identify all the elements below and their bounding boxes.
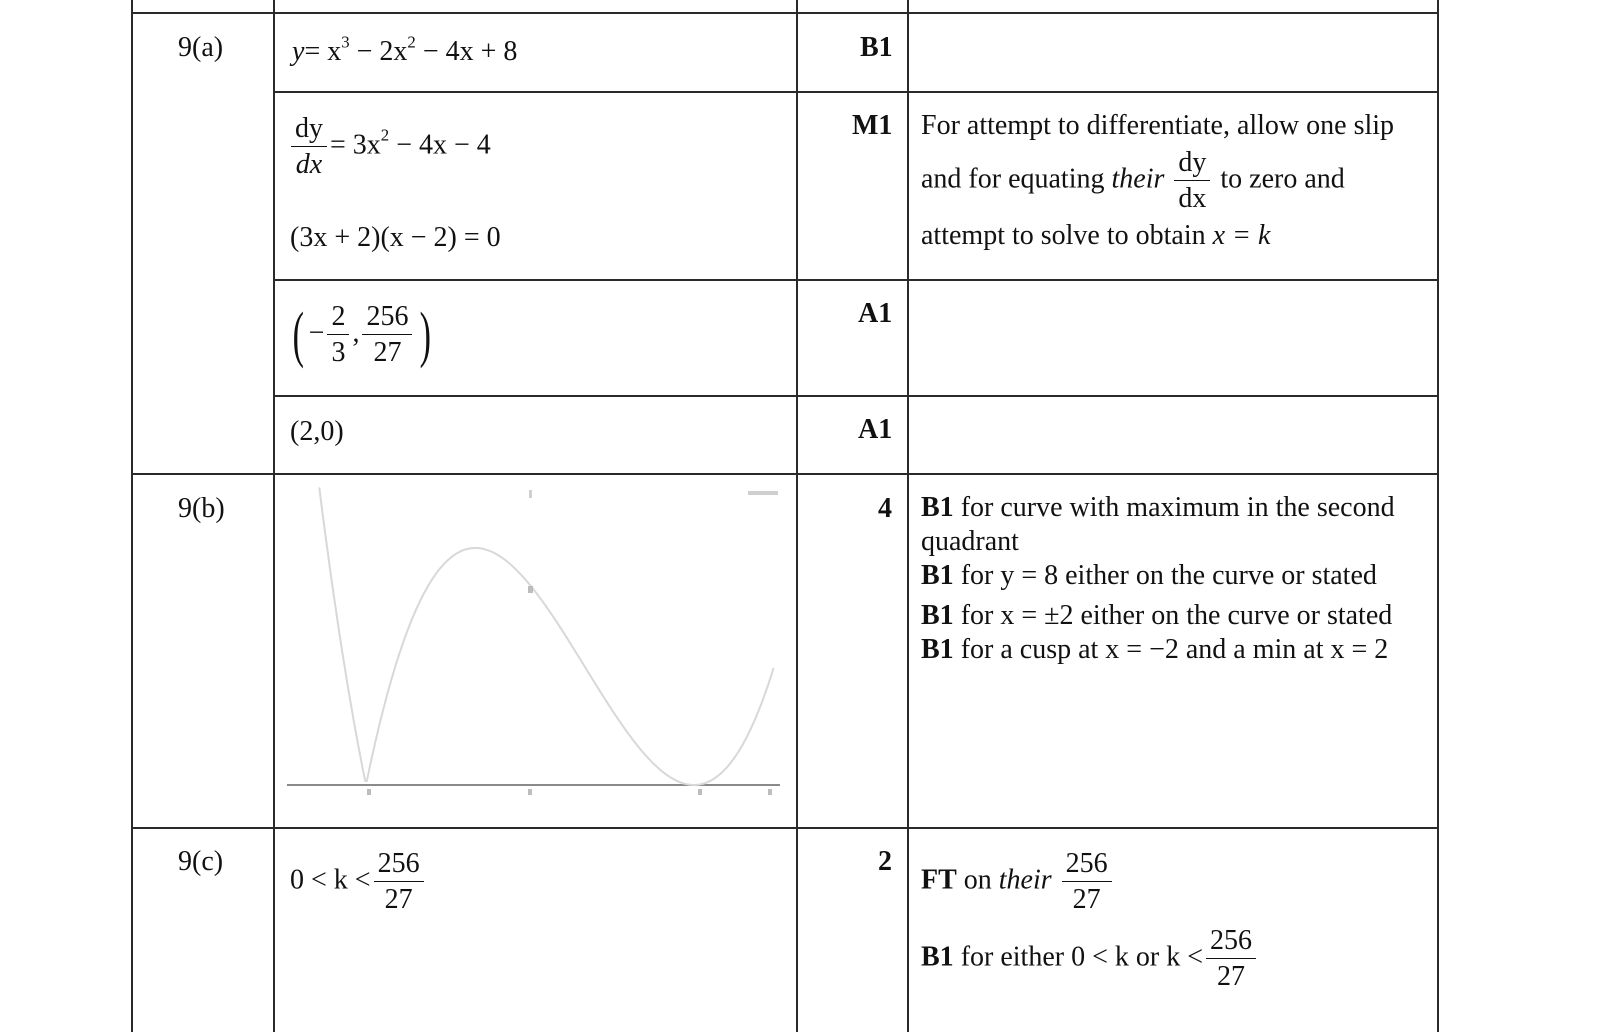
stationary-point-max: ( − $\frac{2}{3}$ , $\frac{256}{27}$ ) (292, 300, 432, 369)
deriv-sup: 2 (380, 125, 390, 145)
rule-top (131, 12, 1439, 14)
question-label-c: 9(c) (178, 846, 224, 877)
eq-y: y (292, 36, 305, 67)
col-line-4 (1437, 0, 1439, 1032)
eq-rhs-3: − 4x + 8 (415, 36, 518, 67)
curve (319, 487, 773, 785)
question-label-a: 9(a) (178, 32, 224, 63)
guidance-b (921, 491, 1431, 667)
equation-curve (292, 32, 518, 67)
answer-c: 0 < k < $\frac{256}{27}$ (290, 849, 427, 915)
rule-a3 (273, 395, 1439, 397)
rule-b (131, 473, 1439, 475)
y-intercept-mark (528, 586, 533, 593)
mark-b-total: 4 (878, 493, 892, 524)
guidance-m1-line2: and for equating their $\frac{dy}{dx}$ to zero and (921, 147, 1345, 215)
question-label-b: 9(b) (178, 493, 225, 524)
guidance-b-4: B1 for a cusp at x = −2 and a min at x = 2 (921, 634, 1389, 665)
guidance-b-2: B1 for y = 8 either on the curve or stated (921, 560, 1377, 591)
guidance-c-ft: FT on their $\frac{256}{27}$ (921, 849, 1115, 915)
y-axis-tick (529, 490, 532, 498)
guidance-c-b1: B1 for either 0 < k or k < $\frac{256}{27}$ (921, 926, 1259, 992)
mark-b1: B1 (860, 32, 893, 63)
guidance-b-3: B1 for x = ±2 either on the curve or stated (921, 600, 1393, 631)
graph-legend-mark (748, 491, 778, 495)
rule-c (131, 827, 1439, 829)
col-line-1 (273, 0, 275, 1032)
eq-sup2: 2 (407, 32, 416, 52)
guidance-b-1: B1 for curve with maximum in the second quadrant (921, 492, 1395, 557)
rule-a1 (273, 91, 1439, 93)
deriv-rhs-2: − 4x − 4 (389, 129, 491, 161)
col-line-0 (131, 0, 133, 1032)
guidance-m1-line3: attempt to solve to obtain x = k (921, 220, 1271, 251)
rule-a2 (273, 279, 1439, 281)
deriv-frac: $\frac{dy}{dx}$ (291, 114, 327, 180)
eq-rhs-2: − 2x (349, 36, 408, 67)
derivative (288, 114, 491, 180)
mark-a1-first: A1 (858, 298, 893, 329)
col-line-2 (796, 0, 798, 1032)
mark-c-total: 2 (878, 846, 892, 877)
col-line-3 (907, 0, 909, 1032)
mark-a1-second: A1 (858, 414, 893, 445)
tick-2 (698, 789, 702, 795)
tick-x (768, 789, 772, 795)
guidance-m1-line1: For attempt to differentiate, allow one slip (921, 110, 1395, 141)
tick-0 (528, 789, 532, 795)
eq-rhs-1: = x (304, 36, 342, 67)
sketch-graph (285, 484, 785, 804)
guidance-dydx: $\frac{dy}{dx}$ (1174, 148, 1210, 214)
deriv-rhs-1: = 3x (330, 129, 381, 161)
eq-sup3: 3 (341, 32, 350, 52)
stationary-point-min: (2,0) (290, 416, 344, 447)
factorisation: (3x + 2)(x − 2) = 0 (290, 222, 501, 253)
tick-neg2 (367, 789, 371, 795)
mark-m1: M1 (852, 110, 893, 141)
